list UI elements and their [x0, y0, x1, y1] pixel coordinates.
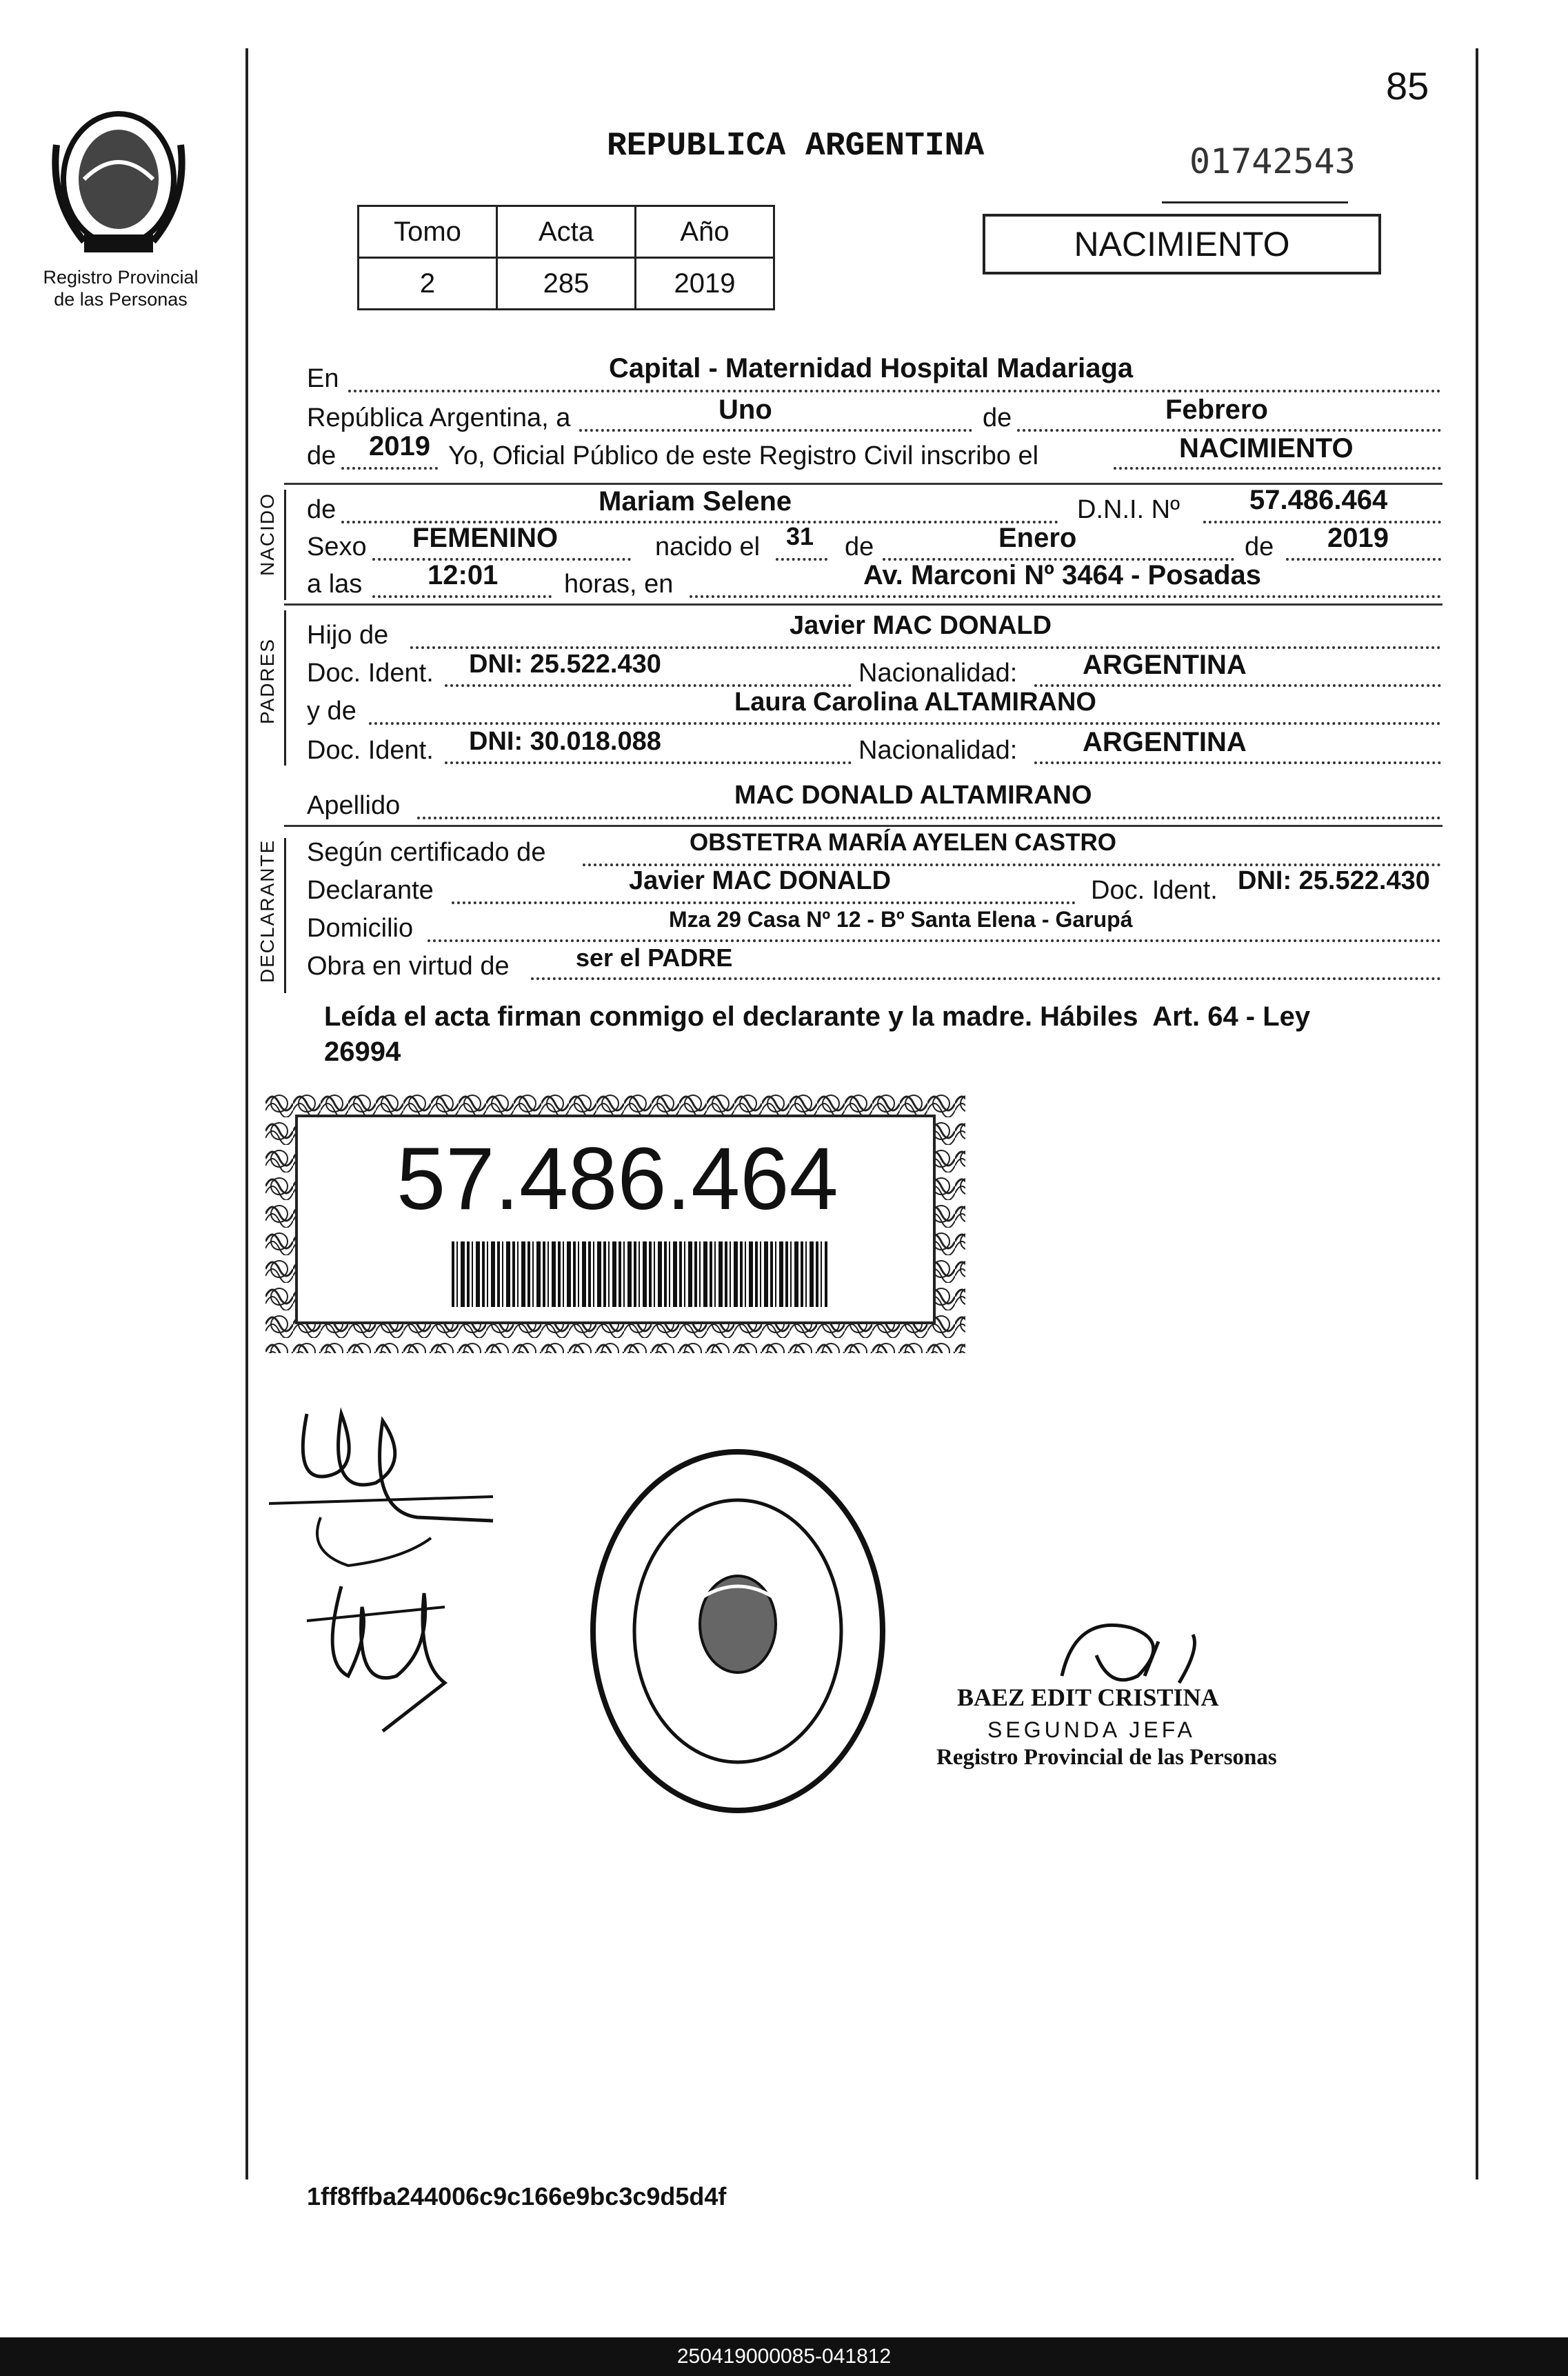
obra-label: Obra en virtud de [307, 952, 510, 981]
apellido-label: Apellido [307, 791, 401, 820]
dni-box-number: 57.486.464 [396, 1130, 838, 1228]
birth-year: 2019 [1327, 523, 1389, 553]
mother-doc-dots [445, 761, 852, 764]
child-sex: FEMENINO [412, 523, 559, 553]
certificate-issuer: OBSTETRA MARÍA AYELEN CASTRO [690, 829, 1117, 856]
section-declarante: DECLARANTE [257, 839, 278, 983]
father-nationality: ARGENTINA [1083, 650, 1247, 680]
dni-barcode [452, 1241, 827, 1307]
en-dots [348, 390, 1441, 392]
father-doc-dots [445, 684, 852, 687]
birth-place: Capital - Maternidad Hospital Madariaga [609, 353, 1134, 383]
birth-day-dots [776, 558, 827, 561]
birth-month: Enero [998, 523, 1077, 553]
mother-dots [369, 722, 1441, 725]
seal-outer-text [586, 1793, 889, 1794]
section-nacido: NACIDO [257, 492, 278, 576]
value-tomo: 2 [359, 258, 497, 310]
province-logo [43, 103, 194, 262]
closing-line-1: Leída el acta firman conmigo el declarante y la madre. Hábiles Art. 64 - Ley [324, 1001, 1311, 1032]
nacido-de-label-2: de [845, 532, 874, 561]
logo-caption [14, 266, 228, 310]
father-nat-dots [1034, 684, 1441, 687]
declarante-bracket [284, 838, 286, 993]
footer-bar [0, 2337, 1568, 2376]
declarant-reason: ser el PADRE [576, 944, 733, 972]
dni-label: D.N.I. Nº [1077, 495, 1180, 524]
child-name: Mariam Selene [599, 486, 792, 517]
closing-line-2: 26994 [324, 1037, 401, 1067]
right-margin-line [1476, 48, 1478, 2179]
year-dots [341, 467, 438, 470]
dni-number-box [265, 1090, 965, 1353]
header-tomo: Tomo [359, 206, 497, 258]
left-margin-line [245, 48, 248, 2179]
dni-dots [1203, 521, 1441, 523]
page-number: 85 [1386, 64, 1429, 108]
declarante-label: Declarante [307, 876, 434, 905]
birth-address: Av. Marconi Nº 3464 - Posadas [863, 560, 1262, 590]
y-de-label: y de [307, 697, 356, 726]
event-dots [1114, 467, 1441, 470]
signatory-role: SEGUNDA JEFA [987, 1717, 1196, 1742]
nacido-de-label-3: de [1245, 532, 1274, 561]
declarant-name: Javier MAC DONALD [629, 866, 892, 895]
time-dots [372, 595, 552, 598]
sexo-dots [372, 558, 631, 561]
horas-label: horas, en [564, 570, 674, 599]
domicilio-label: Domicilio [307, 914, 414, 943]
document-hash: 1ff8ffba244006c9c166e9bc3c9d5d4f [307, 2182, 727, 2210]
republica-dots [579, 429, 972, 432]
nacido-el-label: nacido el [655, 532, 761, 561]
registration-month: Febrero [1165, 395, 1268, 425]
apellido-rule [284, 825, 1443, 827]
document-type-box [983, 214, 1381, 274]
header-anio: Año [636, 206, 774, 258]
mother-nationality: ARGENTINA [1083, 727, 1247, 757]
declarante-dots [452, 901, 1076, 904]
serial-underline [1162, 201, 1348, 203]
address-dots [690, 595, 1441, 598]
office-line-2: de las Personas [54, 289, 188, 310]
segun-label: Según certificado de [307, 838, 546, 867]
serial-number: 01742543 [1189, 141, 1356, 181]
father-name: Javier MAC DONALD [790, 611, 1052, 640]
father-dots [410, 646, 1441, 649]
signatory-office: Registro Provincial de las Personas [936, 1745, 1277, 1770]
office-line-1: Registro Provincial [43, 267, 199, 288]
father-doc-label: Doc. Ident. [307, 659, 434, 688]
surname: MAC DONALD ALTAMIRANO [734, 781, 1092, 810]
nacido-de-label: de [307, 495, 336, 524]
country-title: REPUBLICA ARGENTINA [607, 128, 985, 165]
mother-nat-dots [1034, 761, 1441, 764]
nacido-bracket [284, 490, 286, 600]
official-seal [586, 1445, 889, 1817]
declarant-signature [265, 1400, 514, 1745]
registry-table [357, 205, 775, 310]
mother-name: Laura Carolina ALTAMIRANO [734, 688, 1096, 717]
officer-text: Yo, Oficial Público de este Registro Civil inscribo el [448, 441, 1039, 470]
apellido-dots [417, 817, 1441, 819]
en-label: En [307, 364, 339, 393]
domicile: Mza 29 Casa Nº 12 - Bº Santa Elena - Garupá [669, 907, 1133, 932]
section-padres: PADRES [257, 637, 278, 724]
mother-nat-label: Nacionalidad: [858, 736, 1018, 765]
birth-day: 31 [786, 522, 814, 550]
registration-year: 2019 [369, 431, 430, 461]
registration-day: Uno [718, 395, 772, 425]
child-dni: 57.486.464 [1249, 485, 1388, 515]
month-dots [1017, 429, 1441, 432]
nacido-bottom-rule [284, 603, 1443, 606]
mother-doc-label: Doc. Ident. [307, 736, 434, 765]
padres-bracket [284, 610, 286, 766]
declarant-doc-label: Doc. Ident. [1091, 876, 1218, 905]
mother-doc: DNI: 30.018.088 [469, 727, 661, 756]
official-signature [1034, 1600, 1255, 1690]
header-acta: Acta [497, 206, 636, 258]
domicile-dots [428, 939, 1441, 942]
value-anio: 2019 [636, 258, 774, 310]
father-nat-label: Nacionalidad: [858, 659, 1018, 688]
hijo-label: Hijo de [307, 621, 389, 650]
birth-time: 12:01 [428, 560, 499, 590]
father-doc: DNI: 25.522.430 [469, 650, 661, 679]
declarant-doc: DNI: 25.522.430 [1238, 866, 1430, 895]
republica-label: República Argentina, a [307, 403, 571, 432]
value-acta: 285 [497, 258, 636, 310]
de-label-1: de [983, 403, 1012, 432]
event-type: NACIMIENTO [1179, 433, 1354, 463]
reason-dots [531, 977, 1441, 980]
birth-year-dots [1286, 558, 1441, 561]
sexo-label: Sexo [307, 532, 367, 561]
signatory-name: BAEZ EDIT CRISTINA [957, 1684, 1219, 1711]
document-type: NACIMIENTO [1074, 225, 1290, 263]
footer-code: 250419000085-041812 [676, 2345, 892, 2368]
a-las-label: a las [307, 570, 363, 599]
de-label-2: de [307, 441, 336, 470]
